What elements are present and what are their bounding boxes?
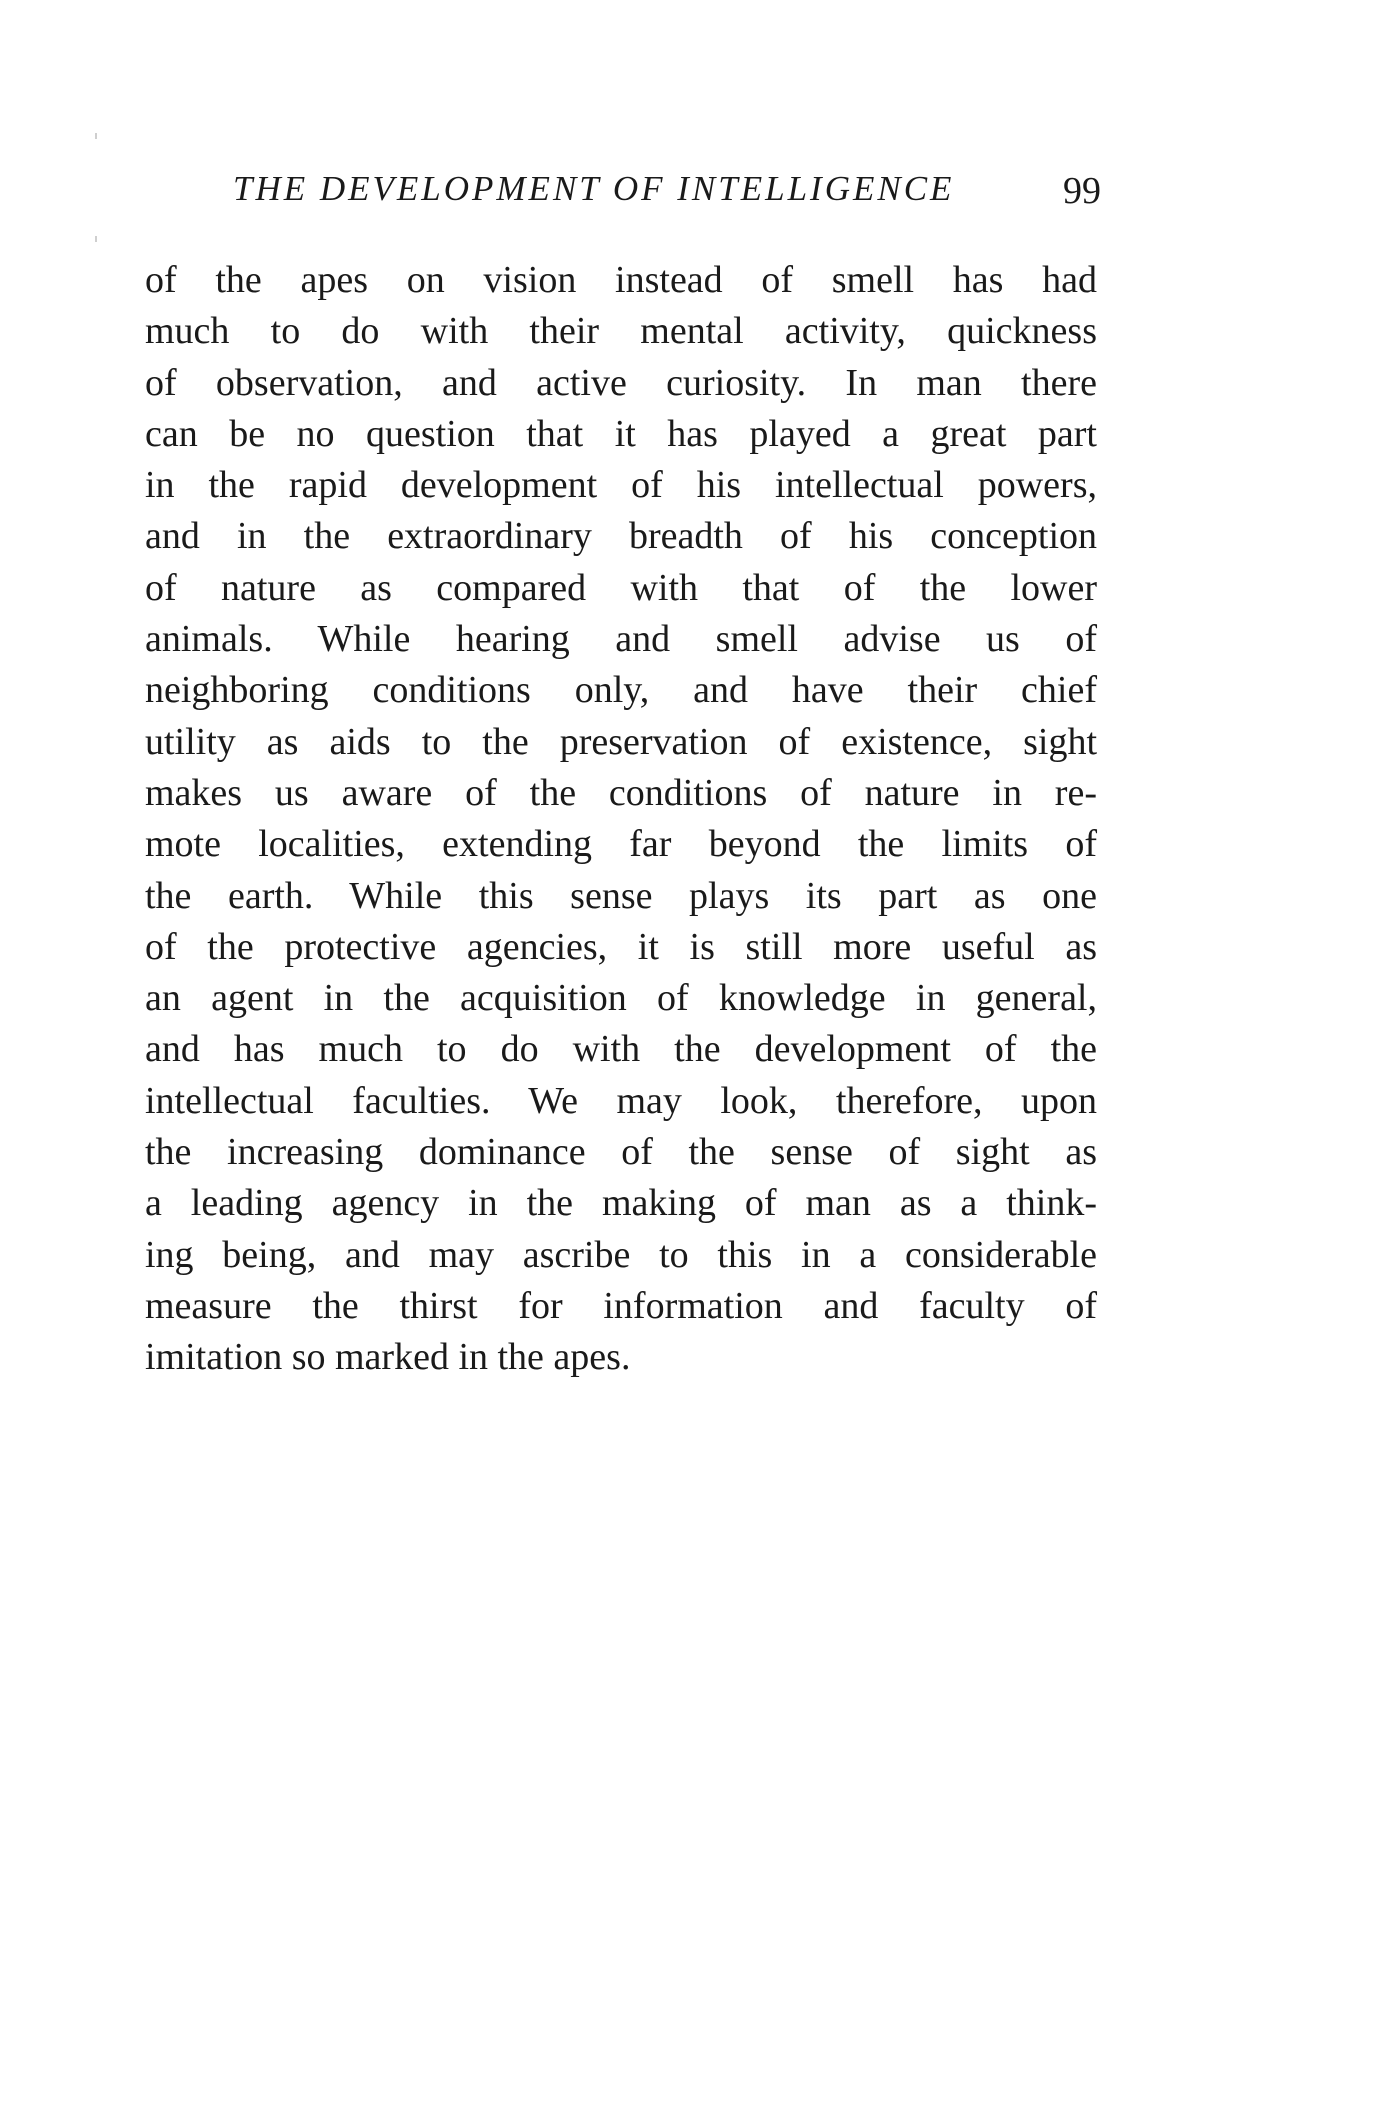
body-paragraph — [145, 255, 1097, 1384]
text-line: of nature as compared with that of the lower — [145, 566, 1097, 609]
text-line: of the apes on vision instead of smell has had — [145, 259, 1097, 301]
running-head — [233, 165, 1101, 213]
text-line: neighboring conditions only, and have their chief — [145, 669, 1097, 712]
text-line: and has much to do with the development of the — [145, 1028, 1097, 1071]
text-line: mote localities, extending far beyond the limits of — [145, 823, 1097, 866]
running-title: THE DEVELOPMENT OF INTELLIGENCE — [233, 169, 955, 208]
text-line: animals. While hearing and smell advise us of — [145, 618, 1097, 661]
text-line: makes us aware of the conditions of nature in re- — [145, 771, 1097, 814]
page-number: 99 — [1063, 170, 1101, 212]
text-line: an agent in the acquisition of knowledge in general, — [145, 977, 1097, 1020]
text-line: the increasing dominance of the sense of sight as — [145, 1131, 1097, 1174]
text-line: much to do with their mental activity, quickness — [145, 310, 1097, 353]
text-line: and in the extraordinary breadth of his conception — [145, 515, 1097, 558]
margin-speck — [95, 236, 97, 242]
text-line: of the protective agencies, it is still more useful as — [145, 925, 1097, 968]
text-line: utility as aids to the preservation of existence, sight — [145, 720, 1097, 763]
text-line: intellectual faculties. We may look, therefore, upon — [145, 1079, 1097, 1122]
text-line: imitation so marked in the apes. — [145, 1336, 631, 1379]
margin-speck — [95, 133, 97, 139]
text-line: can be no question that it has played a great part — [145, 412, 1097, 455]
text-line: measure the thirst for information and faculty of — [145, 1284, 1097, 1327]
text-line: in the rapid development of his intellectual powers, — [145, 464, 1097, 507]
text-line: of observation, and active curiosity. In man there — [145, 361, 1097, 404]
text-line: ing being, and may ascribe to this in a considerable — [145, 1233, 1097, 1276]
text-line: a leading agency in the making of man as a think- — [145, 1182, 1097, 1225]
text-line: the earth. While this sense plays its part as one — [145, 874, 1097, 917]
